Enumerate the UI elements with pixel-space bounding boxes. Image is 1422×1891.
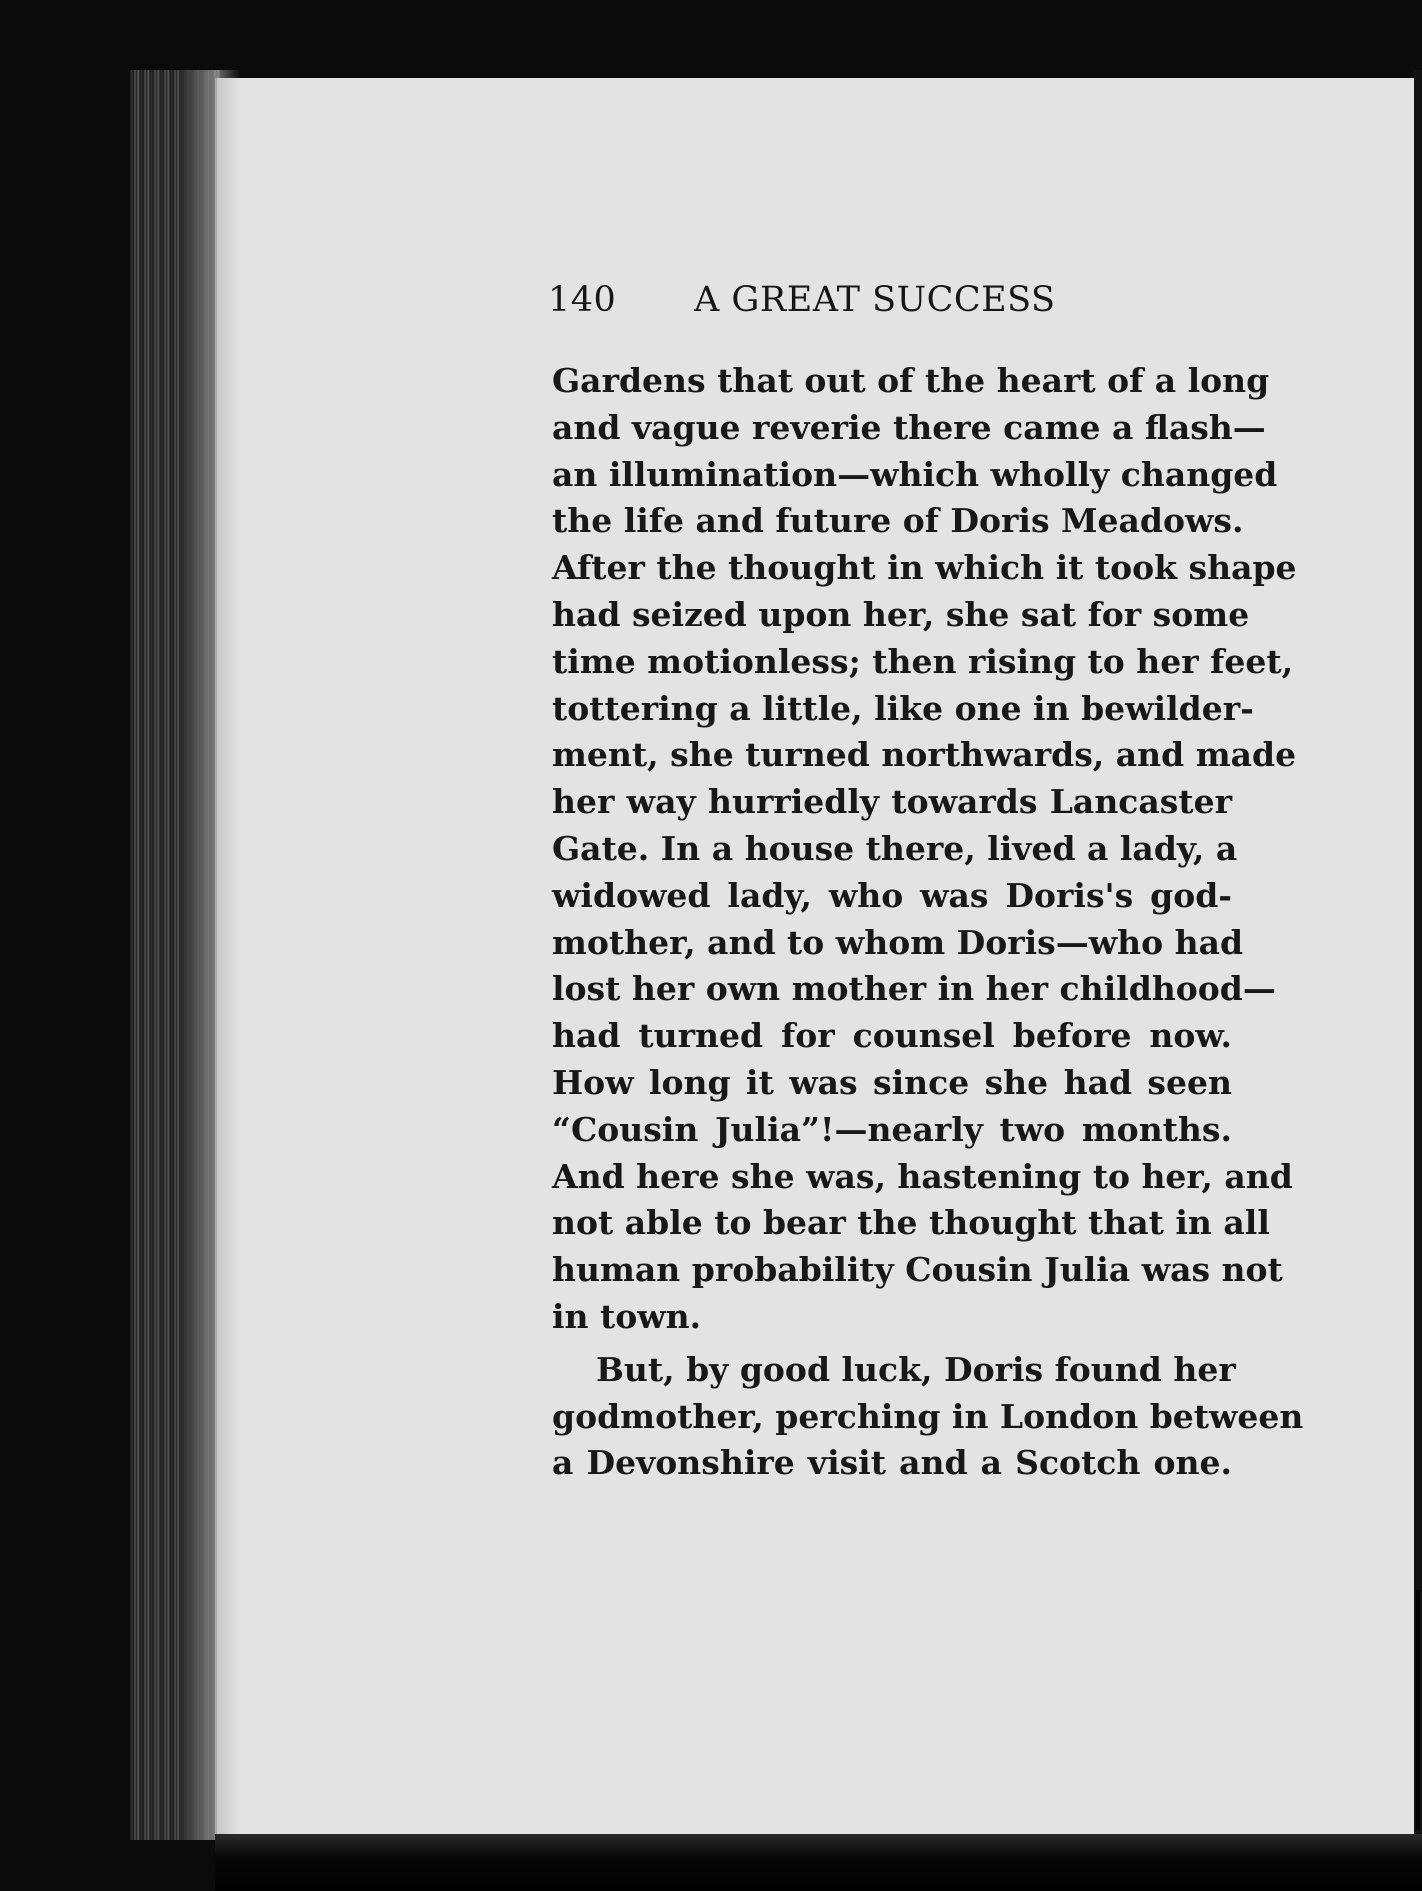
text-line: the life and future of Doris Meadows. <box>552 501 1244 541</box>
text-line: How long it was since she had seen <box>552 1062 1232 1102</box>
text-line: had seized upon her, she sat for some <box>552 594 1250 634</box>
running-title: A GREAT SUCCESS <box>694 280 1056 320</box>
page-number: 140 <box>548 280 617 320</box>
text-line: “Cousin Julia”!—nearly two months. <box>552 1109 1232 1149</box>
text-line: After the thought in which it took shape <box>552 548 1297 588</box>
text-line: time motionless; then rising to her feet, <box>552 641 1294 681</box>
text-line: godmother, perching in London between <box>552 1396 1304 1436</box>
text-line: lost her own mother in her childhood— <box>552 969 1276 1009</box>
text-line: and vague reverie there came a flash— <box>552 407 1266 447</box>
text-line: mother, and to whom Doris—who had <box>552 922 1244 962</box>
text-line: But, by good luck, Doris found her <box>596 1349 1236 1389</box>
text-line: a Devonshire visit and a Scotch one. <box>552 1443 1232 1483</box>
page-bottom-edge <box>215 1834 1422 1891</box>
text-line: widowed lady, who was Doris's god- <box>552 875 1232 915</box>
text-line: had turned for counsel before now. <box>552 1016 1232 1056</box>
text-line: her way hurriedly towards Lancaster <box>552 782 1232 822</box>
text-line: And here she was, hastening to her, and <box>552 1156 1293 1196</box>
page-gutter-shadow <box>180 70 240 1840</box>
running-header <box>548 280 1248 330</box>
text-line: tottering a little, like one in bewilder- <box>552 688 1254 728</box>
text-line: Gardens that out of the heart of a long <box>552 361 1270 400</box>
page-right-edge <box>1414 70 1422 1860</box>
text-line: human probability Cousin Julia was not <box>552 1250 1283 1290</box>
text-line: in town. <box>552 1296 702 1336</box>
text-line: Gate. In a house there, lived a lady, a <box>552 828 1238 868</box>
text-line: ment, she turned northwards, and made <box>552 735 1297 775</box>
text-line: not able to bear the thought that in all <box>552 1203 1270 1243</box>
body-text <box>552 358 1304 1487</box>
text-line: an illumination—which wholly changed <box>552 454 1278 494</box>
